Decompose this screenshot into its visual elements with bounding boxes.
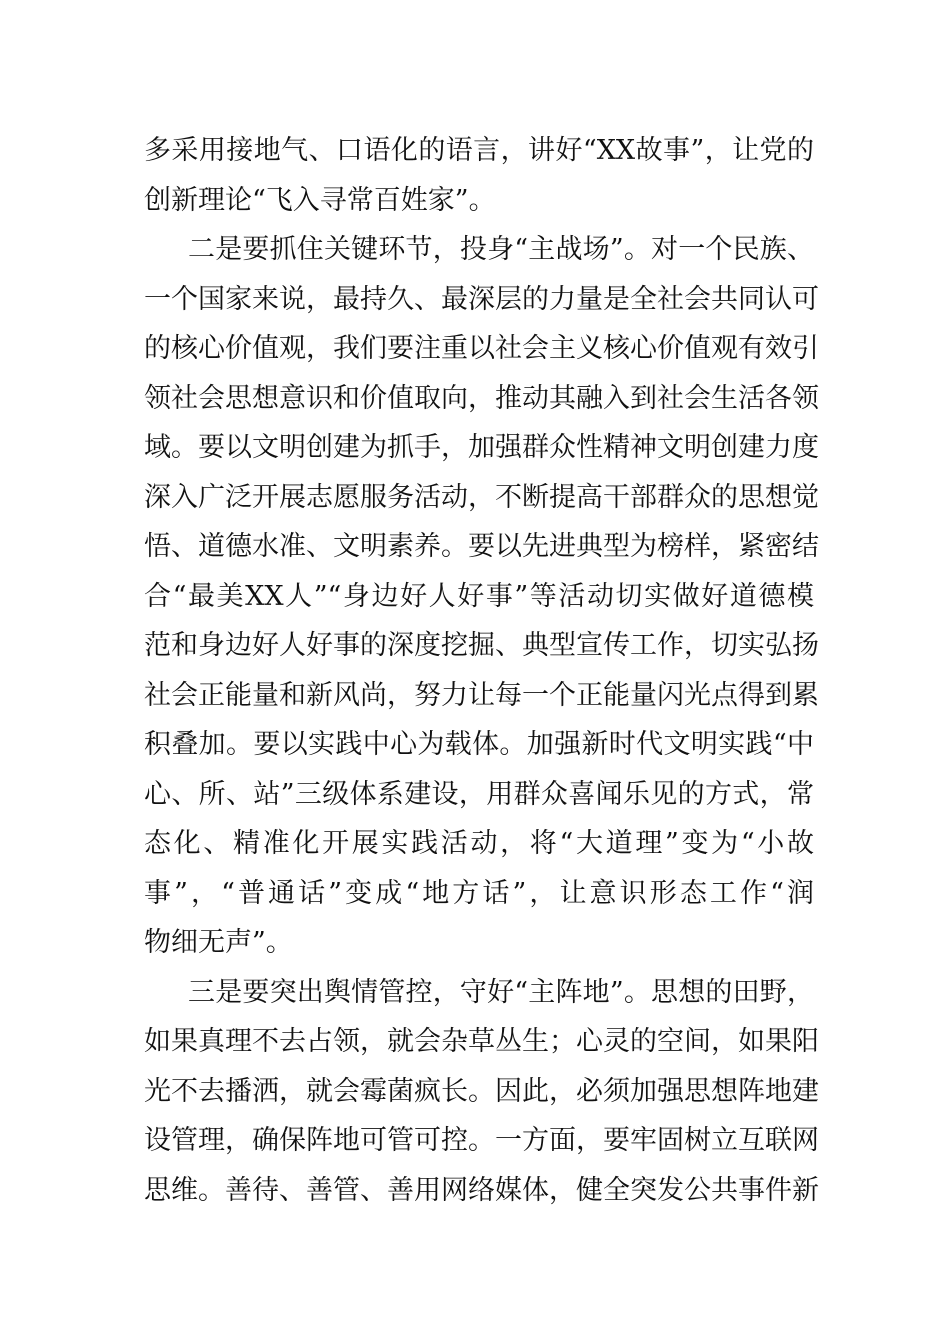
text-line: 范和身边好人好事的深度挖掘、典型宣传工作，切实弘扬	[144, 630, 819, 661]
text-line: 物细无声”。	[144, 927, 293, 958]
text-line: 心、所、站”三级体系建设，用群众喜闻乐见的方式，常	[144, 778, 814, 810]
paragraph-2	[144, 225, 819, 968]
text-line: 一个国家来说，最持久、最深层的力量是全社会共同认可	[144, 283, 819, 315]
text-line: 悟、道德水准、文明素养。要以先进典型为榜样，紧密结	[144, 531, 819, 562]
text-line: 态化、精准化开展实践活动，将“大道理”变为“小故	[144, 828, 814, 859]
paragraph-1	[144, 126, 814, 225]
text-line: 创新理论“飞入寻常百姓家”。	[144, 184, 496, 216]
text-line: 二是要抓住关键环节，投身“主战场”。对一个民族、	[188, 234, 814, 265]
text-line: 深入广泛开展志愿服务活动，不断提高干部群众的思想觉	[144, 481, 819, 513]
text-line: 领社会思想意识和价值取向，推动其融入到社会生活各领	[144, 382, 819, 414]
text-line: 事”，“普通话”变成“地方话”，让意识形态工作“润	[144, 877, 814, 909]
text-line: 多采用接地气、口语化的语言，讲好“XX故事”，让党的	[144, 135, 814, 166]
text-line: 设管理，确保阵地可管可控。一方面，要牢固树立互联网	[144, 1125, 819, 1156]
text-line: 积叠加。要以实践中心为载体。加强新时代文明实践“中	[144, 729, 814, 760]
text-line: 域。要以文明创建为抓手，加强群众性精神文明创建力度	[144, 432, 819, 463]
text-line: 如果真理不去占领，就会杂草丛生；心灵的空间，如果阳	[144, 1026, 819, 1057]
text-line: 社会正能量和新风尚，努力让每一个正能量闪光点得到累	[144, 679, 819, 711]
text-line: 的核心价值观，我们要注重以社会主义核心价值观有效引	[144, 333, 819, 364]
paragraph-3	[144, 968, 819, 1216]
text-line: 合“最美XX人”“身边好人好事”等活动切实做好道德模	[144, 580, 814, 612]
document-body	[144, 126, 819, 1215]
text-line: 三是要突出舆情管控，守好“主阵地”。思想的田野，	[188, 976, 814, 1008]
text-line: 光不去播洒，就会霉菌疯长。因此，必须加强思想阵地建	[144, 1075, 819, 1107]
text-line: 思维。善待、善管、善用网络媒体，健全突发公共事件新	[144, 1174, 819, 1206]
